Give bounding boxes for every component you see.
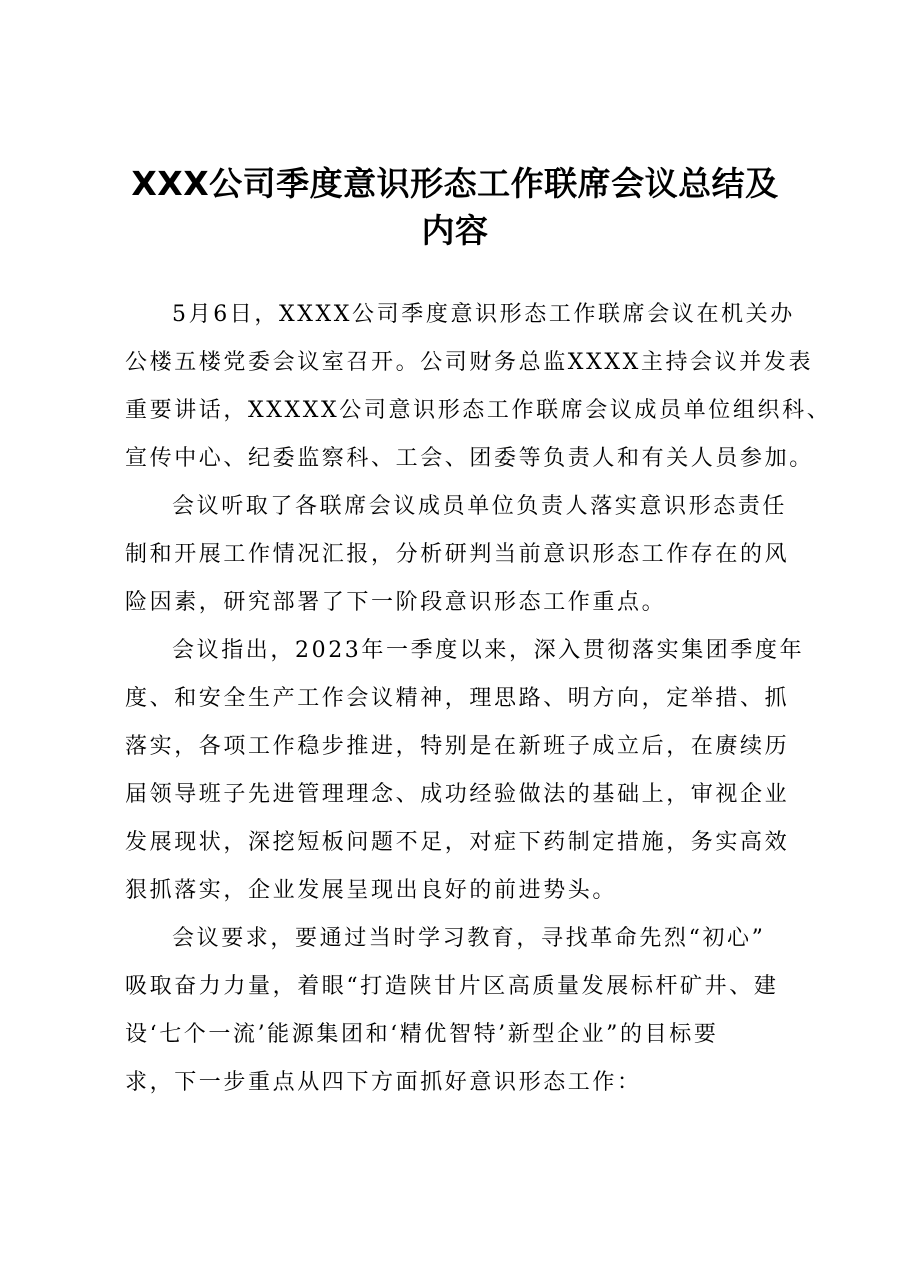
paragraph-3-line-4: 届领导班子先进管理理念、成功经验做法的基础上，审视企业 bbox=[125, 782, 790, 807]
document-title: XXX公司季度意识形态工作联席会议总结及内容 bbox=[131, 164, 779, 250]
paragraph-4-line-4: 求，下一步重点从四下方面抓好意识形态工作： bbox=[125, 1070, 642, 1095]
paragraph-1-line-4: 宣传中心、纪委监察科、工会、团委等负责人和有关人员参加。 bbox=[125, 446, 814, 471]
paragraph-3-line-2: 度、和安全生产工作会议精神，理思路、明方向，定举措、抓 bbox=[125, 686, 790, 711]
paragraph-1-line-3: 重要讲话，XXXXX公司意识形态工作联席会议成员单位组织科、 bbox=[125, 398, 832, 423]
paragraph-4-line-2: 吸取奋力力量，着眼“打造陕甘片区高质量发展标杆矿井、建 bbox=[125, 974, 779, 999]
paragraph-2-line-3: 险因素，研究部署了下一阶段意识形态工作重点。 bbox=[125, 590, 667, 615]
paragraph-1-line-1: 5月6日，XXXX公司季度意识形态工作联席会议在机关办 bbox=[172, 302, 795, 327]
paragraph-3-line-5: 发展现状，深挖短板问题不足，对症下药制定措施，务实高效 bbox=[125, 830, 790, 855]
paragraph-1-line-2: 公楼五楼党委会议室召开。公司财务总监XXXX主持会议并发表 bbox=[125, 350, 814, 375]
paragraph-3-line-6: 狠抓落实，企业发展呈现出良好的前进势头。 bbox=[125, 878, 618, 903]
paragraph-3-line-3: 落实，各项工作稳步推进，特别是在新班子成立后，在赓续历 bbox=[125, 734, 790, 759]
paragraph-3-line-1: 会议指出，2023年一季度以来，深入贯彻落实集团季度年 bbox=[172, 638, 805, 663]
paragraph-4-line-3: 设‘七个一流’能源集团和‘精优智特’新型企业”的目标要 bbox=[125, 1022, 719, 1047]
paragraph-4-line-1: 会议要求，要通过当时学习教育，寻找革命先烈“初心” bbox=[172, 926, 766, 951]
paragraph-2-line-1: 会议听取了各联席会议成员单位负责人落实意识形态责任 bbox=[172, 494, 788, 519]
paragraph-2-line-2: 制和开展工作情况汇报，分析研判当前意识形态工作存在的风 bbox=[125, 542, 790, 567]
